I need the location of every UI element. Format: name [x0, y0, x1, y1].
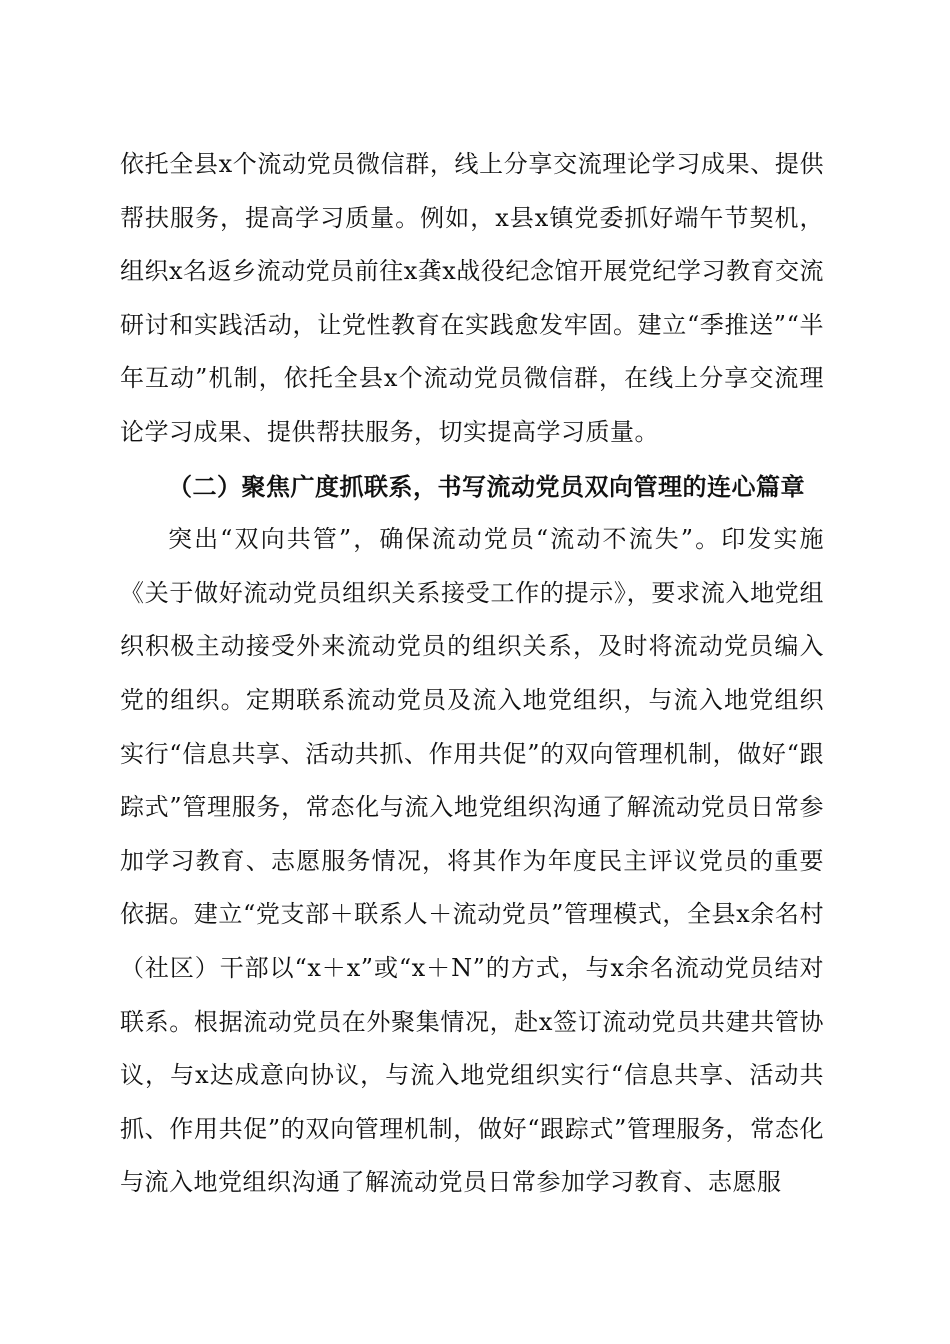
body-paragraph-2: 突出“双向共管”，确保流动党员“流动不流失”。印发实施《关于做好流动党员组织关系接受工作的提示》，要求流入地党组织积极主动接受外来流动党员的组织关系，及时将流动党员编入党的组织。定期联系流动党员及流入地党组织，与流入地党组织实行“信息共享、活动共抓、作用共促”的双向管理机制，做好“跟踪式”管理服务，常态化与流入地党组织沟通了解流动党员日常参加学习教育、志愿服务情况，将其作为年度民主评议党员的重要依据。建立“党支部＋联系人＋流动党员”管理模式，全县x余名村（社区）干部以“x＋x”或“x＋N”的方式，与x余名流动党员结对联系。根据流动党员在外聚集情况，赴x签订流动党员共建共管协议，与x达成意向协议，与流入地党组织实行“信息共享、活动共抓、作用共促”的双向管理机制，做好“跟踪式”管理服务，常态化与流入地党组织沟通了解流动党员日常参加学习教育、志愿服 — [120, 525, 824, 1197]
document-body — [120, 138, 824, 1210]
section-heading: （二）聚焦广度抓联系，书写流动党员双向管理的连心篇章 — [168, 471, 805, 501]
body-paragraph-1: 依托全县x个流动党员微信群，线上分享交流理论学习成果、提供帮扶服务，提高学习质量。例如，x县x镇党委抓好端午节契机，组织x名返乡流动党员前往x龚x战役纪念馆开展党纪学习教育交流研讨和实践活动，让党性教育在实践愈发牢固。建立“季推送”“半年互动”机制，依托全县x个流动党员微信群，在线上分享交流理论学习成果、提供帮扶服务，切实提高学习质量。 — [120, 150, 824, 446]
